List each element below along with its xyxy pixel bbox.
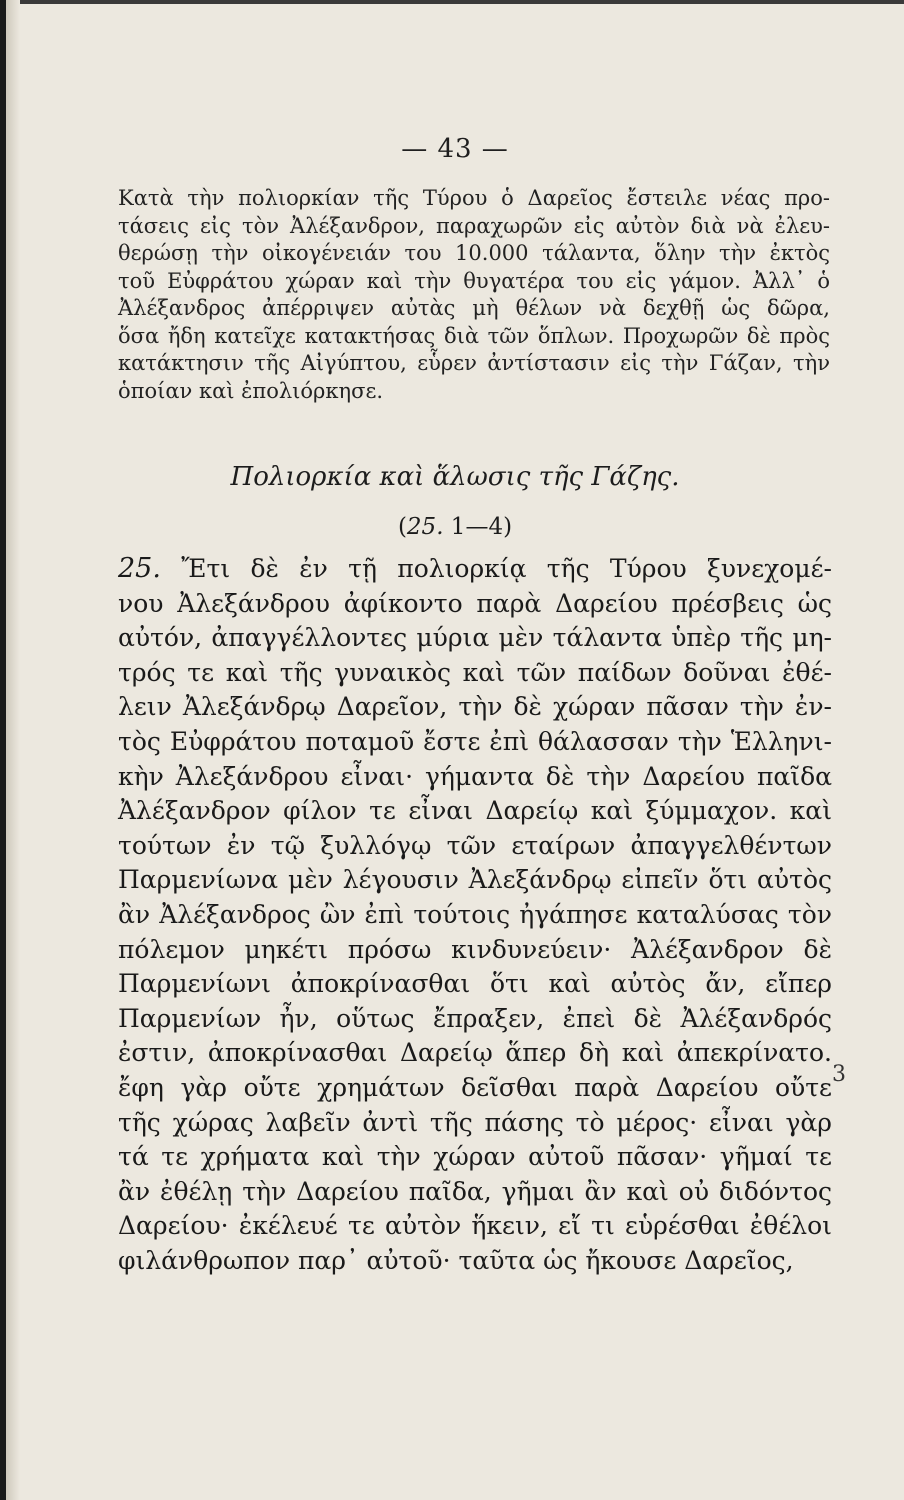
text-line: νου Ἀλεξάνδρου ἀφίκοντο παρὰ Δαρείου πρέσβεις ὡς — [118, 588, 832, 618]
intro-paragraph — [118, 185, 830, 405]
section-number: 25. — [118, 553, 161, 584]
page-top-edge — [6, 0, 904, 4]
text-line: Παρμενίωνι ἀποκρίνασθαι ὅτι καὶ αὐτὸς ἄν, εἴπερ — [118, 969, 832, 999]
section-reference — [6, 514, 904, 540]
text-line: τὸς Εὐφράτου ποταμοῦ ἔστε ἐπὶ θάλασσαν τὴν Ἑλληνι- — [118, 726, 832, 756]
intro-line: τάσεις εἰς τὸν Ἀλέξανδρον, παραχωρῶν εἰς αὐτὸν διὰ νὰ ἐλευ- — [118, 213, 830, 238]
text-line: Ἀλέξανδρον φίλον τε εἶναι Δαρείῳ καὶ ξύμμαχον. καὶ — [118, 796, 832, 826]
section-ref-open: ( — [397, 514, 407, 540]
text-line: φιλάνθρωπον παρ᾽ αὐτοῦ· ταῦτα ὡς ἤκουσε Δαρεῖος, — [118, 1245, 794, 1275]
intro-line: ὅσα ἤδη κατεῖχε κατακτήσας διὰ τῶν ὅπλων. Προχωρῶν δὲ πρὸς — [118, 323, 830, 348]
intro-line: Ἀλέξανδρος ἀπέρριψεν αὐτὰς μὴ θέλων νὰ δεχθῇ ὡς δῶρα, — [118, 296, 830, 320]
text-line: Παρμενίων ἦν, οὕτως ἔπραξεν, ἐπεὶ δὲ Ἀλέξανδρός — [118, 1003, 832, 1033]
text-line: τῆς χώρας λαβεῖν ἀντὶ τῆς πάσης τὸ μέρος· εἶναι γὰρ — [118, 1107, 832, 1137]
section-ref-close: ) — [503, 514, 513, 540]
text-line: αὐτόν, ἀπαγγέλλοντες μύρια μὲν τάλαντα ὑπὲρ τῆς μη- — [118, 623, 832, 653]
section-title: Πολιορκία καὶ ἅλωσις τῆς Γάζης. — [230, 462, 680, 492]
text-line: Δαρείου· ἐκέλευέ τε αὐτὸν ἥκειν, εἴ τι εὑρέσθαι ἐθέλοι — [118, 1211, 832, 1241]
text-line-content: Ἔτι δὲ ἐν τῇ πολιορκίᾳ τῆς Τύρου ξυνεχομέ- — [181, 554, 833, 583]
text-line: τά τε χρήματα καὶ τὴν χώραν αὐτοῦ πᾶσαν· γῆμαί τε — [118, 1142, 832, 1172]
text-line: Παρμενίωνα μὲν λέγουσιν Ἀλεξάνδρῳ εἰπεῖν ὅτι αὐτὸς — [118, 865, 832, 895]
text-line: λειν Ἀλεξάνδρῳ Δαρεῖον, τὴν δὲ χώραν πᾶσαν τὴν ἐν- — [118, 692, 832, 722]
intro-line: κατάκτησιν τῆς Αἰγύπτου, εὗρεν ἀντίστασιν εἰς τὴν Γάζαν, τὴν — [118, 351, 830, 375]
text-line — [118, 552, 832, 587]
intro-line: ὁποίαν καὶ ἐπολιόρκησε. — [118, 378, 384, 403]
intro-line: τοῦ Εὐφράτου χώραν καὶ τὴν θυγατέρα του εἰς γάμον. Ἀλλ᾽ ὁ — [118, 268, 830, 293]
page-number: — 43 — — [401, 134, 509, 164]
text-line: ἔφη γὰρ οὔτε χρημάτων δεῖσθαι παρὰ Δαρείου οὔτε — [118, 1072, 832, 1102]
margin-note: 3 — [832, 1062, 846, 1087]
text-line: ἂν Ἀλέξανδρος ὢν ἐπὶ τούτοις ἠγάπησε καταλύσας τὸν — [118, 899, 832, 929]
text-line: ἐστιν, ἀποκρίνασθαι Δαρείῳ ἅπερ δὴ καὶ ἀπεκρίνατο. — [118, 1038, 832, 1068]
text-line: τούτων ἐν τῷ ξυλλόγῳ τῶν εταίρων ἀπαγγελθέντων — [118, 830, 832, 860]
section-ref-chapter: 25. — [406, 514, 444, 540]
text-line: ἂν ἐθέλῃ τὴν Δαρείου παῖδα, γῆμαι ἂν καὶ οὐ διδόντος — [118, 1176, 832, 1206]
greek-source-text — [118, 552, 832, 1278]
intro-line: Κατὰ τὴν πολιορκίαν τῆς Τύρου ὁ Δαρεῖος ἔστειλε νέας προ- — [118, 186, 830, 210]
book-page — [6, 0, 904, 1500]
text-line: κὴν Ἀλεξάνδρου εἶναι· γήμαντα δὲ τὴν Δαρείου παῖδα — [118, 761, 832, 791]
page-gutter-shadow — [6, 0, 20, 1500]
text-line: πόλεμον μηκέτι πρόσω κινδυνεύειν· Ἀλέξανδρον δὲ — [118, 934, 832, 964]
intro-line: θερώσῃ τὴν οἰκογένειάν του 10.000 τάλαντα, ὅλην τὴν ἐκτὸς — [118, 241, 830, 265]
section-ref-range: 1—4 — [443, 514, 504, 540]
text-line: τρός τε καὶ τῆς γυναικὸς καὶ τῶν παίδων δοῦναι ἐθέ- — [118, 657, 832, 687]
